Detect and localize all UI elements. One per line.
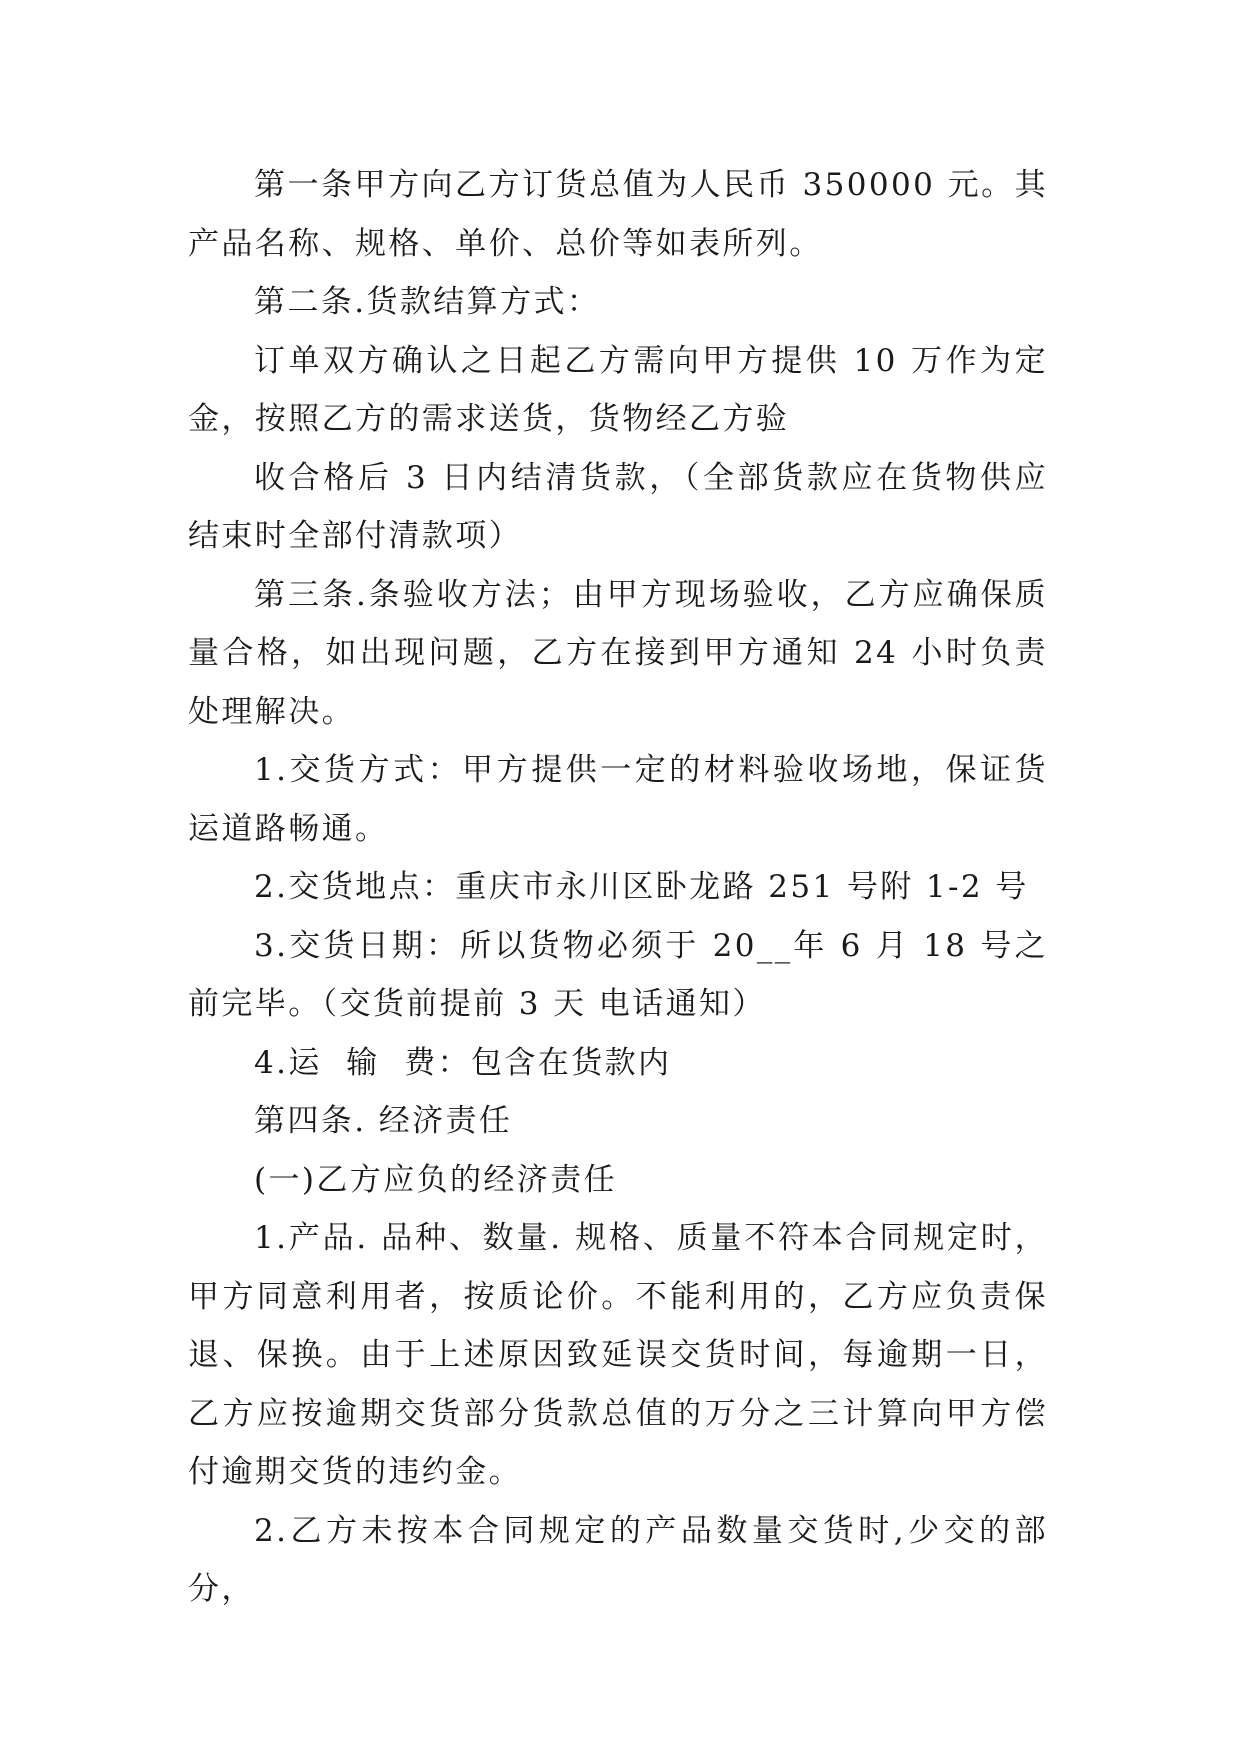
paragraph-liability-item-2: 2.乙方未按本合同规定的产品数量交货时,少交的部分，	[188, 1512, 1048, 1607]
paragraph-article-1: 第一条甲方向乙方订货总值为人民币 350000 元。其产品名称、规格、单价、总价等如表所列。	[188, 167, 1048, 262]
paragraph-delivery-method: 1.交货方式：甲方提供一定的材料验收场地，保证货运道路畅通。	[188, 752, 1048, 847]
paragraph-delivery-date: 3.交货日期：所以货物必须于 20__年 6 月 18 号之前完毕。（交货前提前 3 天 电话通知）	[188, 927, 1048, 1022]
paragraph-freight: 4.运 输 费：包含在货款内	[254, 1044, 672, 1081]
paragraph-deposit-terms: 订单双方确认之日起乙方需向甲方提供 10 万作为定金，按照乙方的需求送货，货物经乙方验	[188, 342, 1048, 437]
paragraph-delivery-location: 2.交货地点：重庆市永川区卧龙路 251 号附 1-2 号	[254, 869, 1029, 905]
paragraph-article-4-heading: 第四条. 经济责任	[254, 1103, 513, 1139]
paragraph-payment-settlement: 收合格后 3 日内结清货款，（全部货款应在货物供应结束时全部付清款项）	[188, 459, 1048, 554]
paragraph-party-b-liability-heading: (一)乙方应负的经济责任	[254, 1161, 617, 1198]
document-body	[188, 156, 1048, 1619]
paragraph-article-2-heading: 第二条.货款结算方式：	[254, 284, 601, 320]
paragraph-liability-item-1: 1.产品. 品种、数量. 规格、质量不符本合同规定时，甲方同意利用者，按质论价。不能利用的，乙方应负责保退、保换。由于上述原因致延误交货时间，每逾期一日，乙方应按逾期交货部分货款总值的万分之三计算向甲方偿付逾期交货的违约金。	[188, 1220, 1048, 1490]
paragraph-article-3: 第三条.条验收方法；由甲方现场验收，乙方应确保质量合格，如出现问题，乙方在接到甲方通知 24 小时负责处理解决。	[188, 576, 1048, 730]
